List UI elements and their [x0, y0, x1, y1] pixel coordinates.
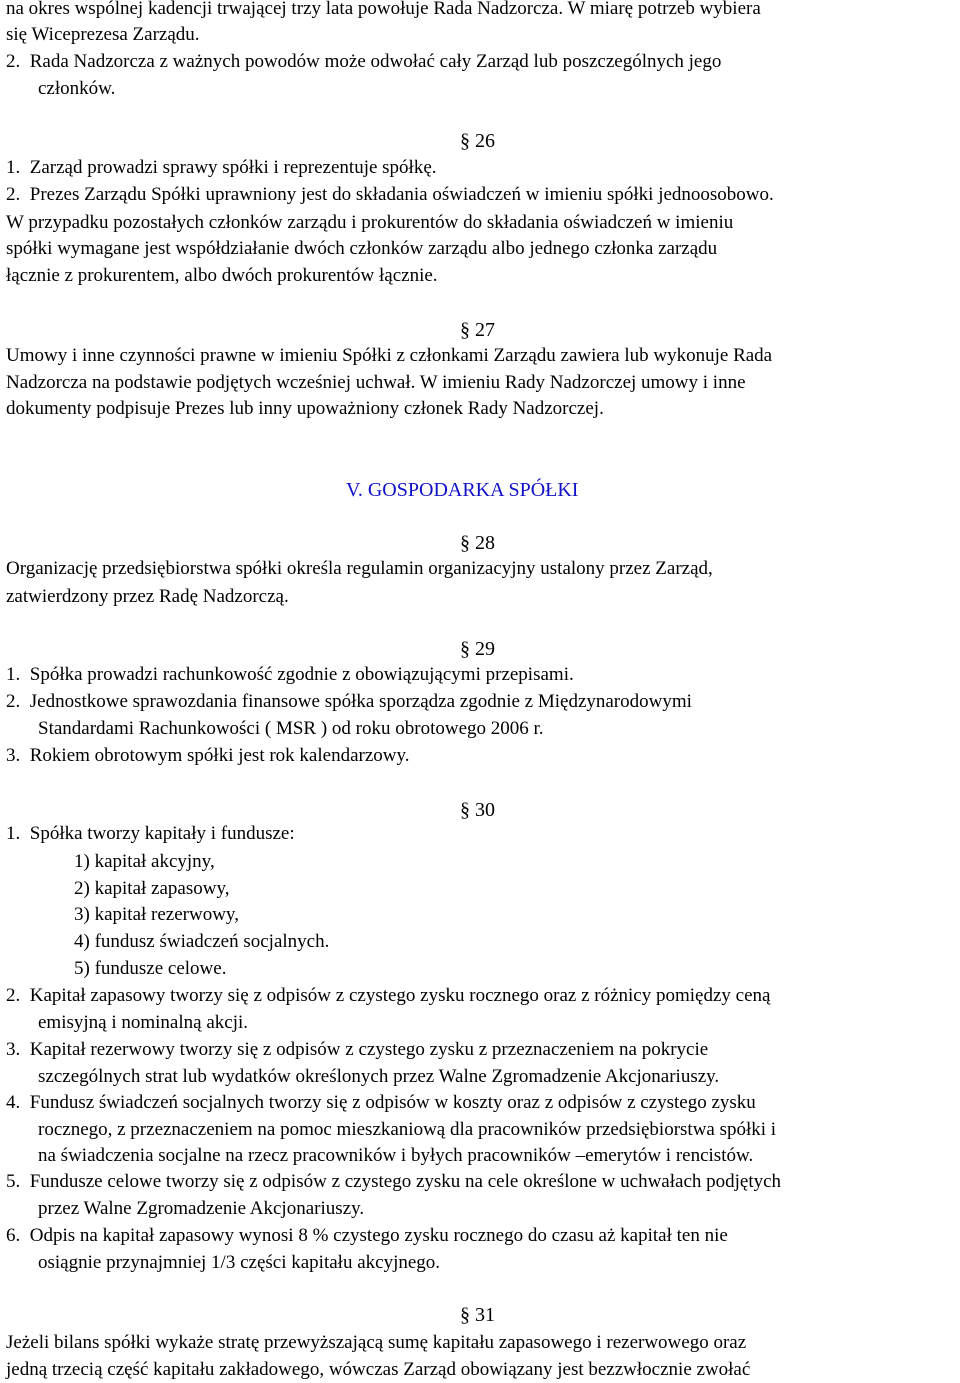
text-line: Nadzorcza na podstawie podjętych wcześniej uchwał. W imieniu Rady Nadzorczej umowy i inne [6, 372, 746, 393]
section-number: § 28 [460, 532, 495, 554]
text-line: Jeżeli bilans spółki wykaże stratę przewyższającą sumę kapitału zapasowego i rezerwowego oraz [6, 1332, 747, 1353]
list-item: 5) fundusze celowe. [74, 958, 227, 979]
text-line: się Wiceprezesa Zarządu. [6, 24, 200, 45]
text-line: 1. Spółka tworzy kapitały i fundusze: [6, 823, 295, 844]
text-line: 4. Fundusz świadczeń socjalnych tworzy się z odpisów w koszty oraz z odpisów z czystego zysku [6, 1092, 756, 1113]
text-line: 3. Kapitał rezerwowy tworzy się z odpisów z czystego zysku z przeznaczeniem na pokrycie [6, 1039, 709, 1060]
text-line: Umowy i inne czynności prawne w imieniu Spółki z członkami Zarządu zawiera lub wykonuje Rada [6, 345, 773, 366]
text-line: zatwierdzony przez Radę Nadzorczą. [6, 586, 289, 607]
text-line: Standardami Rachunkowości ( MSR ) od roku obrotowego 2006 r. [38, 718, 544, 739]
text-line: jedną trzecią część kapitału zakładowego, wówczas Zarząd obowiązany jest bezzwłocznie zwołać [6, 1359, 751, 1380]
text-line: osiągnie przynajmniej 1/3 części kapitału akcyjnego. [38, 1252, 441, 1273]
list-item: 3) kapitał rezerwowy, [74, 904, 239, 925]
list-item: 1) kapitał akcyjny, [74, 851, 215, 872]
text-line: łącznie z prokurentem, albo dwóch prokurentów łącznie. [6, 265, 438, 286]
text-line: szczególnych strat lub wydatków określonych przez Walne Zgromadzenie Akcjonariuszy. [38, 1066, 720, 1087]
section-number: § 26 [460, 130, 495, 152]
text-line: 2. Rada Nadzorcza z ważnych powodów może odwołać cały Zarząd lub poszczególnych jego [6, 51, 722, 72]
text-line: W przypadku pozostałych członków zarządu i prokurentów do składania oświadczeń w imieniu [6, 212, 734, 233]
section-number: § 30 [460, 799, 495, 821]
section-number: § 31 [460, 1304, 495, 1326]
text-line: 2. Kapitał zapasowy tworzy się z odpisów z czystego zysku rocznego oraz z różnicy pomiędzy ceną [6, 985, 771, 1006]
text-line: przez Walne Zgromadzenie Akcjonariuszy. [38, 1198, 365, 1219]
text-line: rocznego, z przeznaczeniem na pomoc mieszkaniową dla pracowników przedsiębiorstwa spółki i [38, 1119, 777, 1140]
text-line: członków. [38, 78, 116, 99]
chapter-heading: V. GOSPODARKA SPÓŁKI [346, 479, 579, 501]
section-number: § 27 [460, 319, 495, 341]
text-line: 1. Spółka prowadzi rachunkowość zgodnie z obowiązującymi przepisami. [6, 664, 574, 685]
text-line: 2. Prezes Zarządu Spółki uprawniony jest do składania oświadczeń w imieniu spółki jednoosobowo. [6, 184, 774, 205]
list-item: 4) fundusz świadczeń socjalnych. [74, 931, 330, 952]
text-line: 1. Zarząd prowadzi sprawy spółki i reprezentuje spółkę. [6, 157, 437, 178]
text-line: 2. Jednostkowe sprawozdania finansowe spółka sporządza zgodnie z Międzynarodowymi [6, 691, 692, 712]
text-line: dokumenty podpisuje Prezes lub inny upoważniony członek Rady Nadzorczej. [6, 398, 604, 419]
text-line: na okres wspólnej kadencji trwającej trzy lata powołuje Rada Nadzorcza. W miarę potrzeb wybiera [6, 0, 761, 19]
text-line: spółki wymagane jest współdziałanie dwóch członków zarządu albo jednego członka zarządu [6, 238, 718, 259]
text-line: 5. Fundusze celowe tworzy się z odpisów z czystego zysku na cele określone w uchwałach podjętych [6, 1171, 782, 1192]
text-line: Organizację przedsiębiorstwa spółki określa regulamin organizacyjny ustalony przez Zarząd, [6, 558, 713, 579]
section-number: § 29 [460, 638, 495, 660]
list-item: 2) kapitał zapasowy, [74, 878, 230, 899]
text-line: emisyjną i nominalną akcji. [38, 1012, 249, 1033]
text-line: na świadczenia socjalne na rzecz pracowników i byłych pracowników –emerytów i rencistów. [38, 1145, 754, 1166]
text-line: 6. Odpis na kapitał zapasowy wynosi 8 % czystego zysku rocznego do czasu aż kapitał ten nie [6, 1225, 728, 1246]
text-line: 3. Rokiem obrotowym spółki jest rok kalendarzowy. [6, 745, 410, 766]
